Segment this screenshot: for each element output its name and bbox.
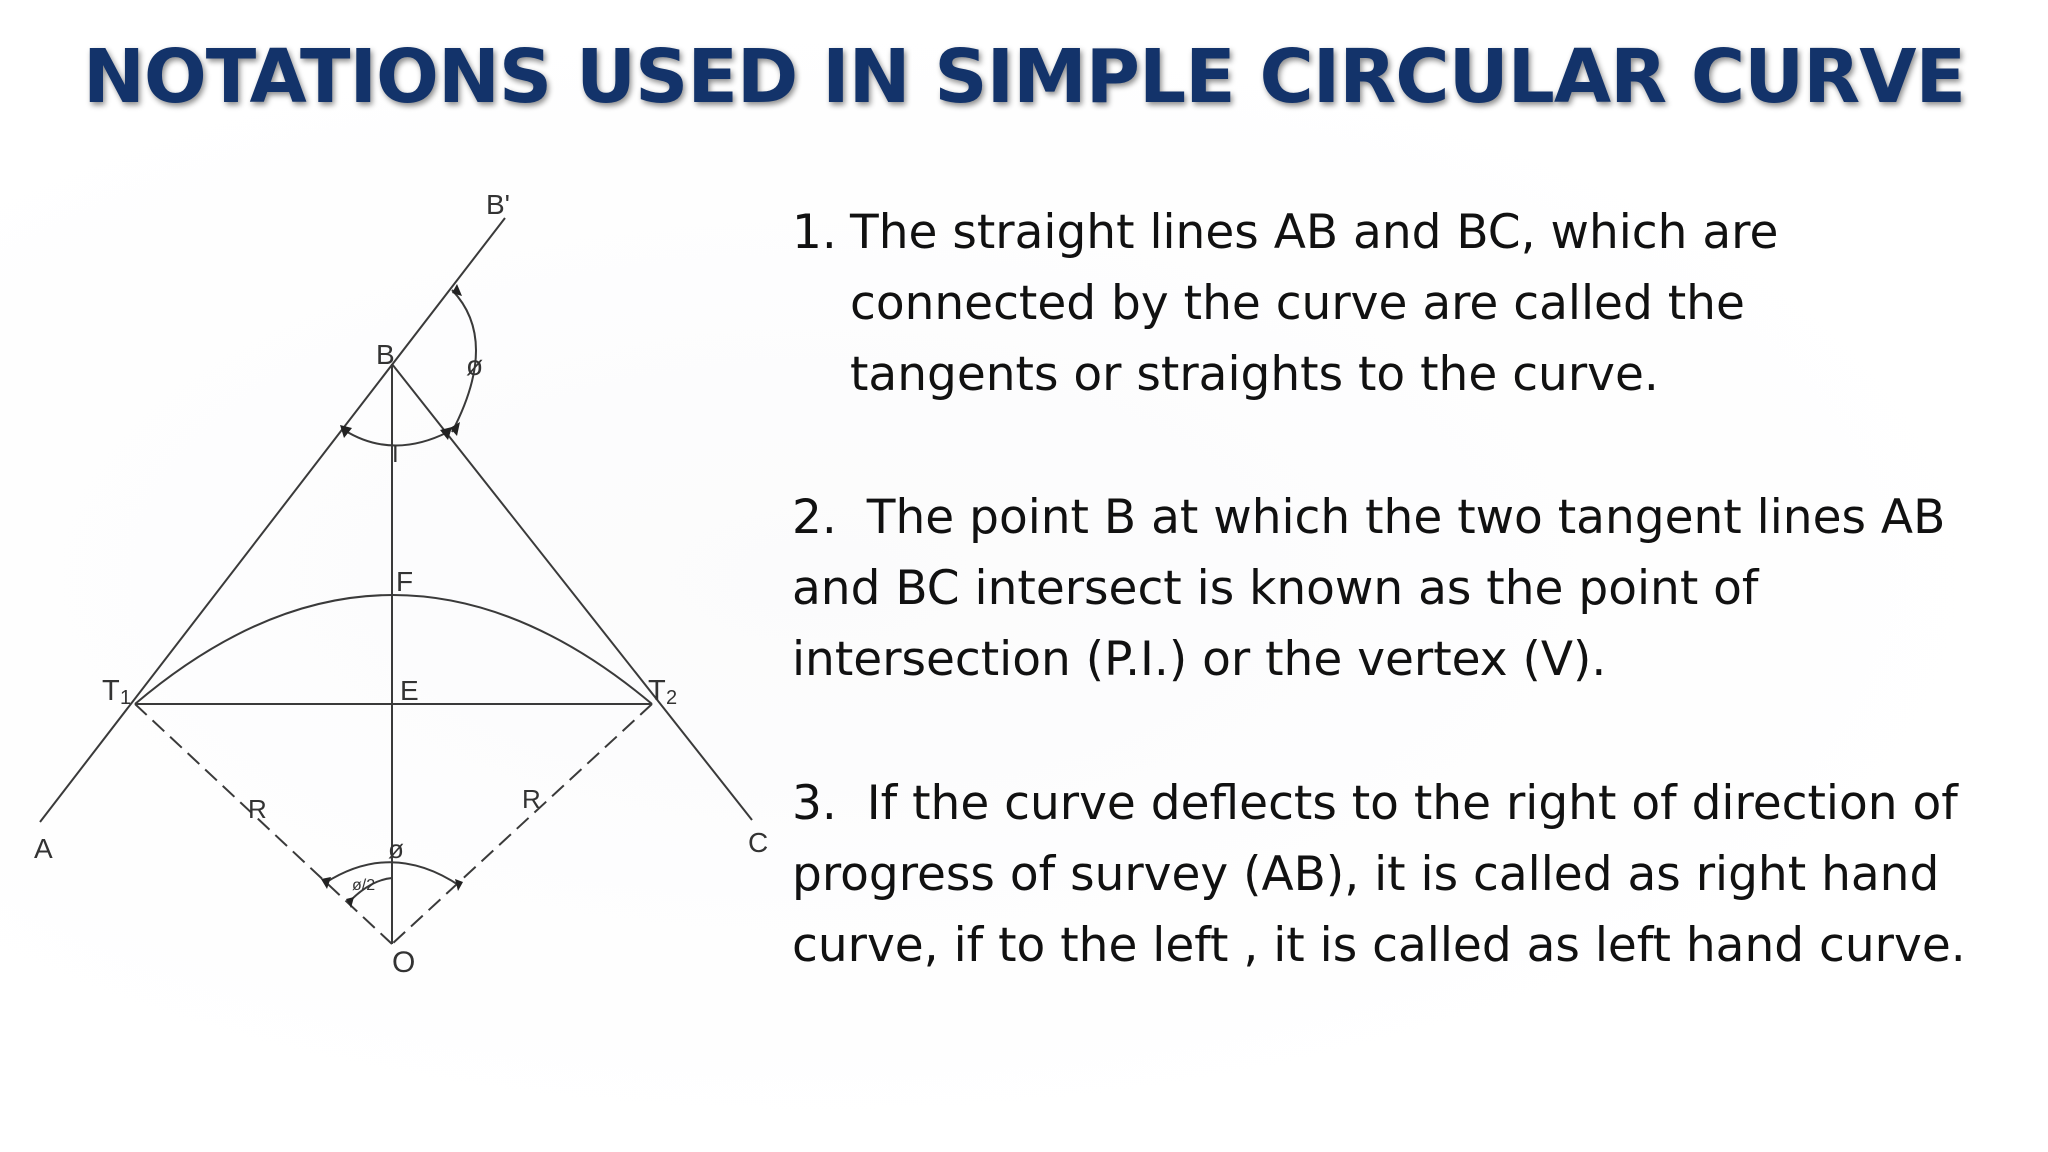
point-number: 1.: [792, 205, 837, 260]
circular-curve-diagram: [0, 180, 790, 1010]
curve-arc: [135, 595, 652, 704]
point-number: 3.: [792, 776, 852, 831]
point-line: progress of survey (AB), it is called as right hand: [792, 847, 1940, 902]
point-line: The straight lines AB and BC, which are: [850, 205, 1779, 260]
label-t1-subscript: 1: [120, 687, 132, 709]
label-c: C: [748, 827, 769, 858]
label-o: O: [392, 946, 416, 979]
radius-right: [392, 704, 652, 944]
point-line: connected by the curve are called the: [850, 276, 1745, 331]
label-phi-half: ø/2: [352, 877, 376, 894]
label-b-prime: B': [486, 189, 511, 220]
point-line: and BC intersect is known as the point of: [792, 561, 1759, 616]
label-phi-top: ø: [466, 350, 484, 381]
label-t2: T: [648, 675, 666, 707]
point-3: [792, 768, 1966, 981]
label-e: E: [400, 675, 419, 706]
label-r-right: R: [522, 784, 541, 814]
point-line: tangents or straights to the curve.: [850, 347, 1659, 402]
label-a: A: [34, 833, 53, 864]
point-line: If the curve deflects to the right of direction of: [866, 776, 1958, 831]
label-f: F: [396, 566, 414, 597]
label-b: B: [376, 339, 395, 370]
tangent-line-ab: [40, 218, 505, 822]
point-1: [792, 197, 2012, 410]
point-number: 2.: [792, 490, 852, 545]
arrowhead: [321, 877, 331, 889]
label-t2-subscript: 2: [666, 687, 678, 709]
label-phi-center: ø: [388, 834, 404, 864]
radius-left: [135, 704, 392, 944]
label-r-left: R: [248, 794, 267, 824]
label-i: I: [392, 441, 399, 468]
point-line: The point B at which the two tangent lines AB: [866, 490, 1946, 545]
label-t1: T: [102, 675, 120, 707]
point-2: [792, 482, 1945, 695]
point-line: intersection (P.I.) or the vertex (V).: [792, 632, 1607, 687]
slide-title: NOTATIONS USED IN SIMPLE CIRCULAR CURVE: [82, 34, 1966, 120]
point-line: curve, if to the left , it is called as left hand curve.: [792, 918, 1966, 973]
